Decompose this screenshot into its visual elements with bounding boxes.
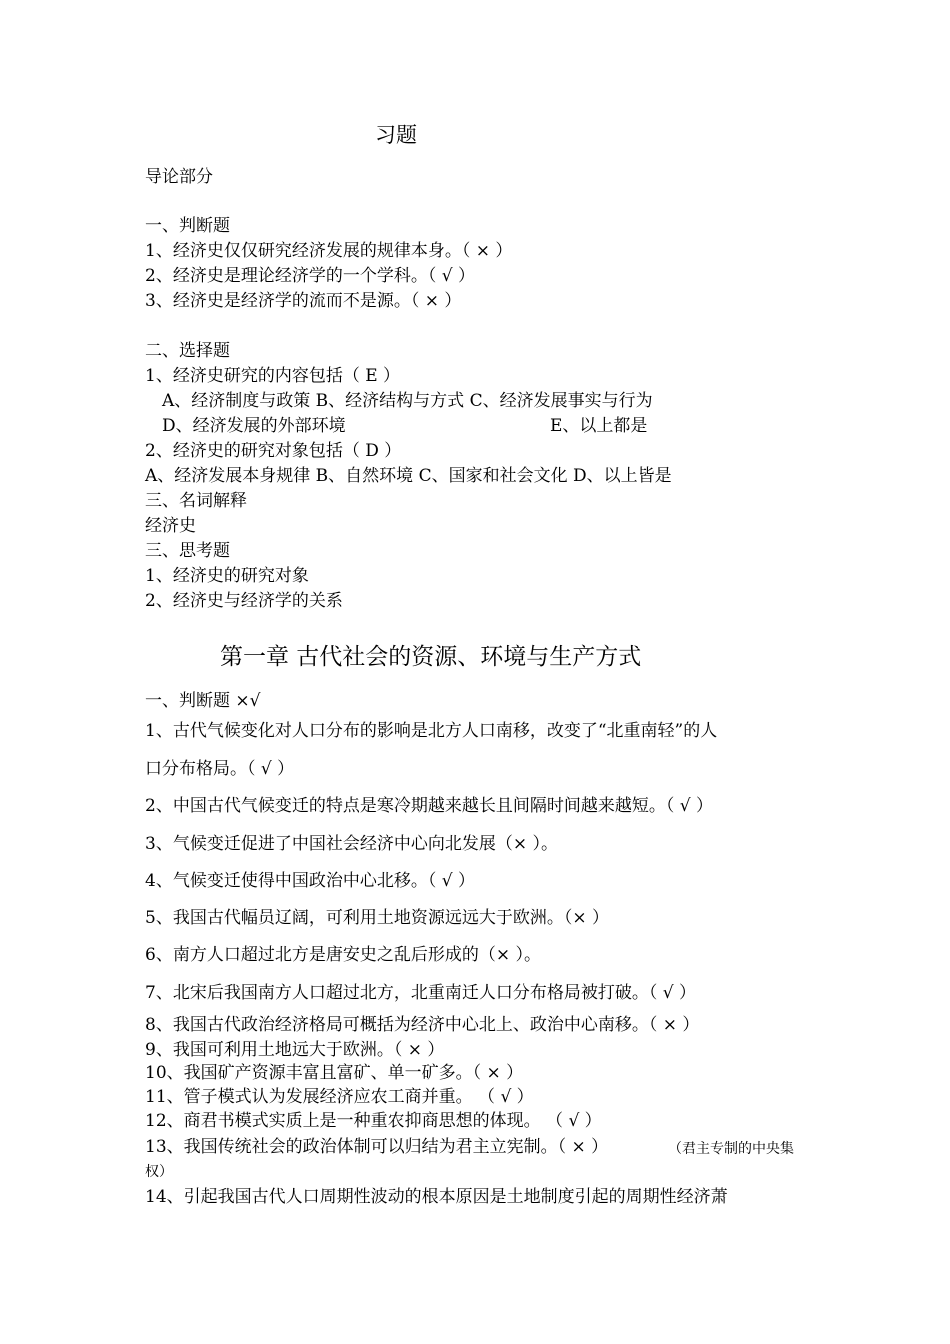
intro-judge-item: 1、经济史仅仅研究经济发展的规律本身。（ × ） xyxy=(145,241,513,261)
intro-choice-q2: 2、经济史的研究对象包括（ D ） xyxy=(145,441,402,461)
chapter-judge-item: 2、中国古代气候变迁的特点是寒冷期越来越长且间隔时间越来越短。（ √ ） xyxy=(145,796,713,816)
chapter-title: 第一章 古代社会的资源、环境与生产方式 xyxy=(220,644,642,670)
intro-choice-q1-options: A、经济制度与政策 B、经济结构与方式 C、经济发展事实与行为 xyxy=(162,391,653,411)
chapter-judge-item: 4、气候变迁使得中国政治中心北移。（ √ ） xyxy=(145,871,475,891)
intro-choice-q2-options: A、经济发展本身规律 B、自然环境 C、国家和社会文化 D、以上皆是 xyxy=(145,466,672,486)
chapter-judge-item: 5、我国古代幅员辽阔，可利用土地资源远远大于欧洲。（× ） xyxy=(145,908,609,928)
chapter-judge-item: 6、南方人口超过北方是唐安史之乱后形成的（× ）。 xyxy=(145,945,541,965)
intro-judge-item: 3、经济史是经济学的流而不是源。（ × ） xyxy=(145,291,462,311)
intro-choice-q1-option-e: E、以上都是 xyxy=(550,416,648,436)
intro-terms-item: 经济史 xyxy=(145,516,196,536)
chapter-judge-item: 7、北宋后我国南方人口超过北方，北重南迁人口分布格局被打破。（ √ ） xyxy=(145,983,696,1003)
chapter-judge-item: 11、管子模式认为发展经济应农工商并重。 （ √ ） xyxy=(145,1087,534,1107)
intro-choice-q1: 1、经济史研究的内容包括（ E ） xyxy=(145,366,401,386)
intro-judge-heading: 一、判断题 xyxy=(145,216,230,236)
chapter-judge-item: 1、古代气候变化对人口分布的影响是北方人口南移，改变了“北重南轻”的人 xyxy=(145,721,718,741)
intro-thinking-item: 2、经济史与经济学的关系 xyxy=(145,591,343,611)
chapter-judge-heading: 一、判断题 ×√ xyxy=(145,691,261,711)
intro-judge-item: 2、经济史是理论经济学的一个学科。（ √ ） xyxy=(145,266,475,286)
intro-heading: 导论部分 xyxy=(145,167,213,187)
chapter-judge-item: 9、我国可利用土地远大于欧洲。（ × ） xyxy=(145,1040,445,1060)
chapter-judge-item: 8、我国古代政治经济格局可概括为经济中心北上、政治中心南移。（ × ） xyxy=(145,1015,700,1035)
intro-thinking-heading: 三、思考题 xyxy=(145,541,230,561)
chapter-judge-item: 3、气候变迁促进了中国社会经济中心向北发展（× ）。 xyxy=(145,834,558,854)
chapter-judge-item: 13、我国传统社会的政治体制可以归结为君主立宪制。（ × ） xyxy=(145,1137,609,1157)
chapter-judge-note: （君主专制的中央集 xyxy=(668,1141,794,1157)
intro-choice-heading: 二、选择题 xyxy=(145,341,230,361)
intro-terms-heading: 三、名词解释 xyxy=(145,491,247,511)
chapter-judge-item: 口分布格局。（ √ ） xyxy=(145,759,295,779)
chapter-judge-item: 10、我国矿产资源丰富且富矿、单一矿多。（ × ） xyxy=(145,1063,524,1083)
chapter-judge-item: 14、引起我国古代人口周期性波动的根本原因是土地制度引起的周期性经济萧 xyxy=(145,1187,728,1207)
intro-choice-q1-option-d: D、经济发展的外部环境 xyxy=(162,416,346,436)
intro-thinking-item: 1、经济史的研究对象 xyxy=(145,566,309,586)
chapter-judge-note-continued: 权） xyxy=(145,1164,173,1180)
document-title: 习题 xyxy=(375,123,417,147)
chapter-judge-item: 12、商君书模式实质上是一种重农抑商思想的体现。 （ √ ） xyxy=(145,1111,602,1131)
